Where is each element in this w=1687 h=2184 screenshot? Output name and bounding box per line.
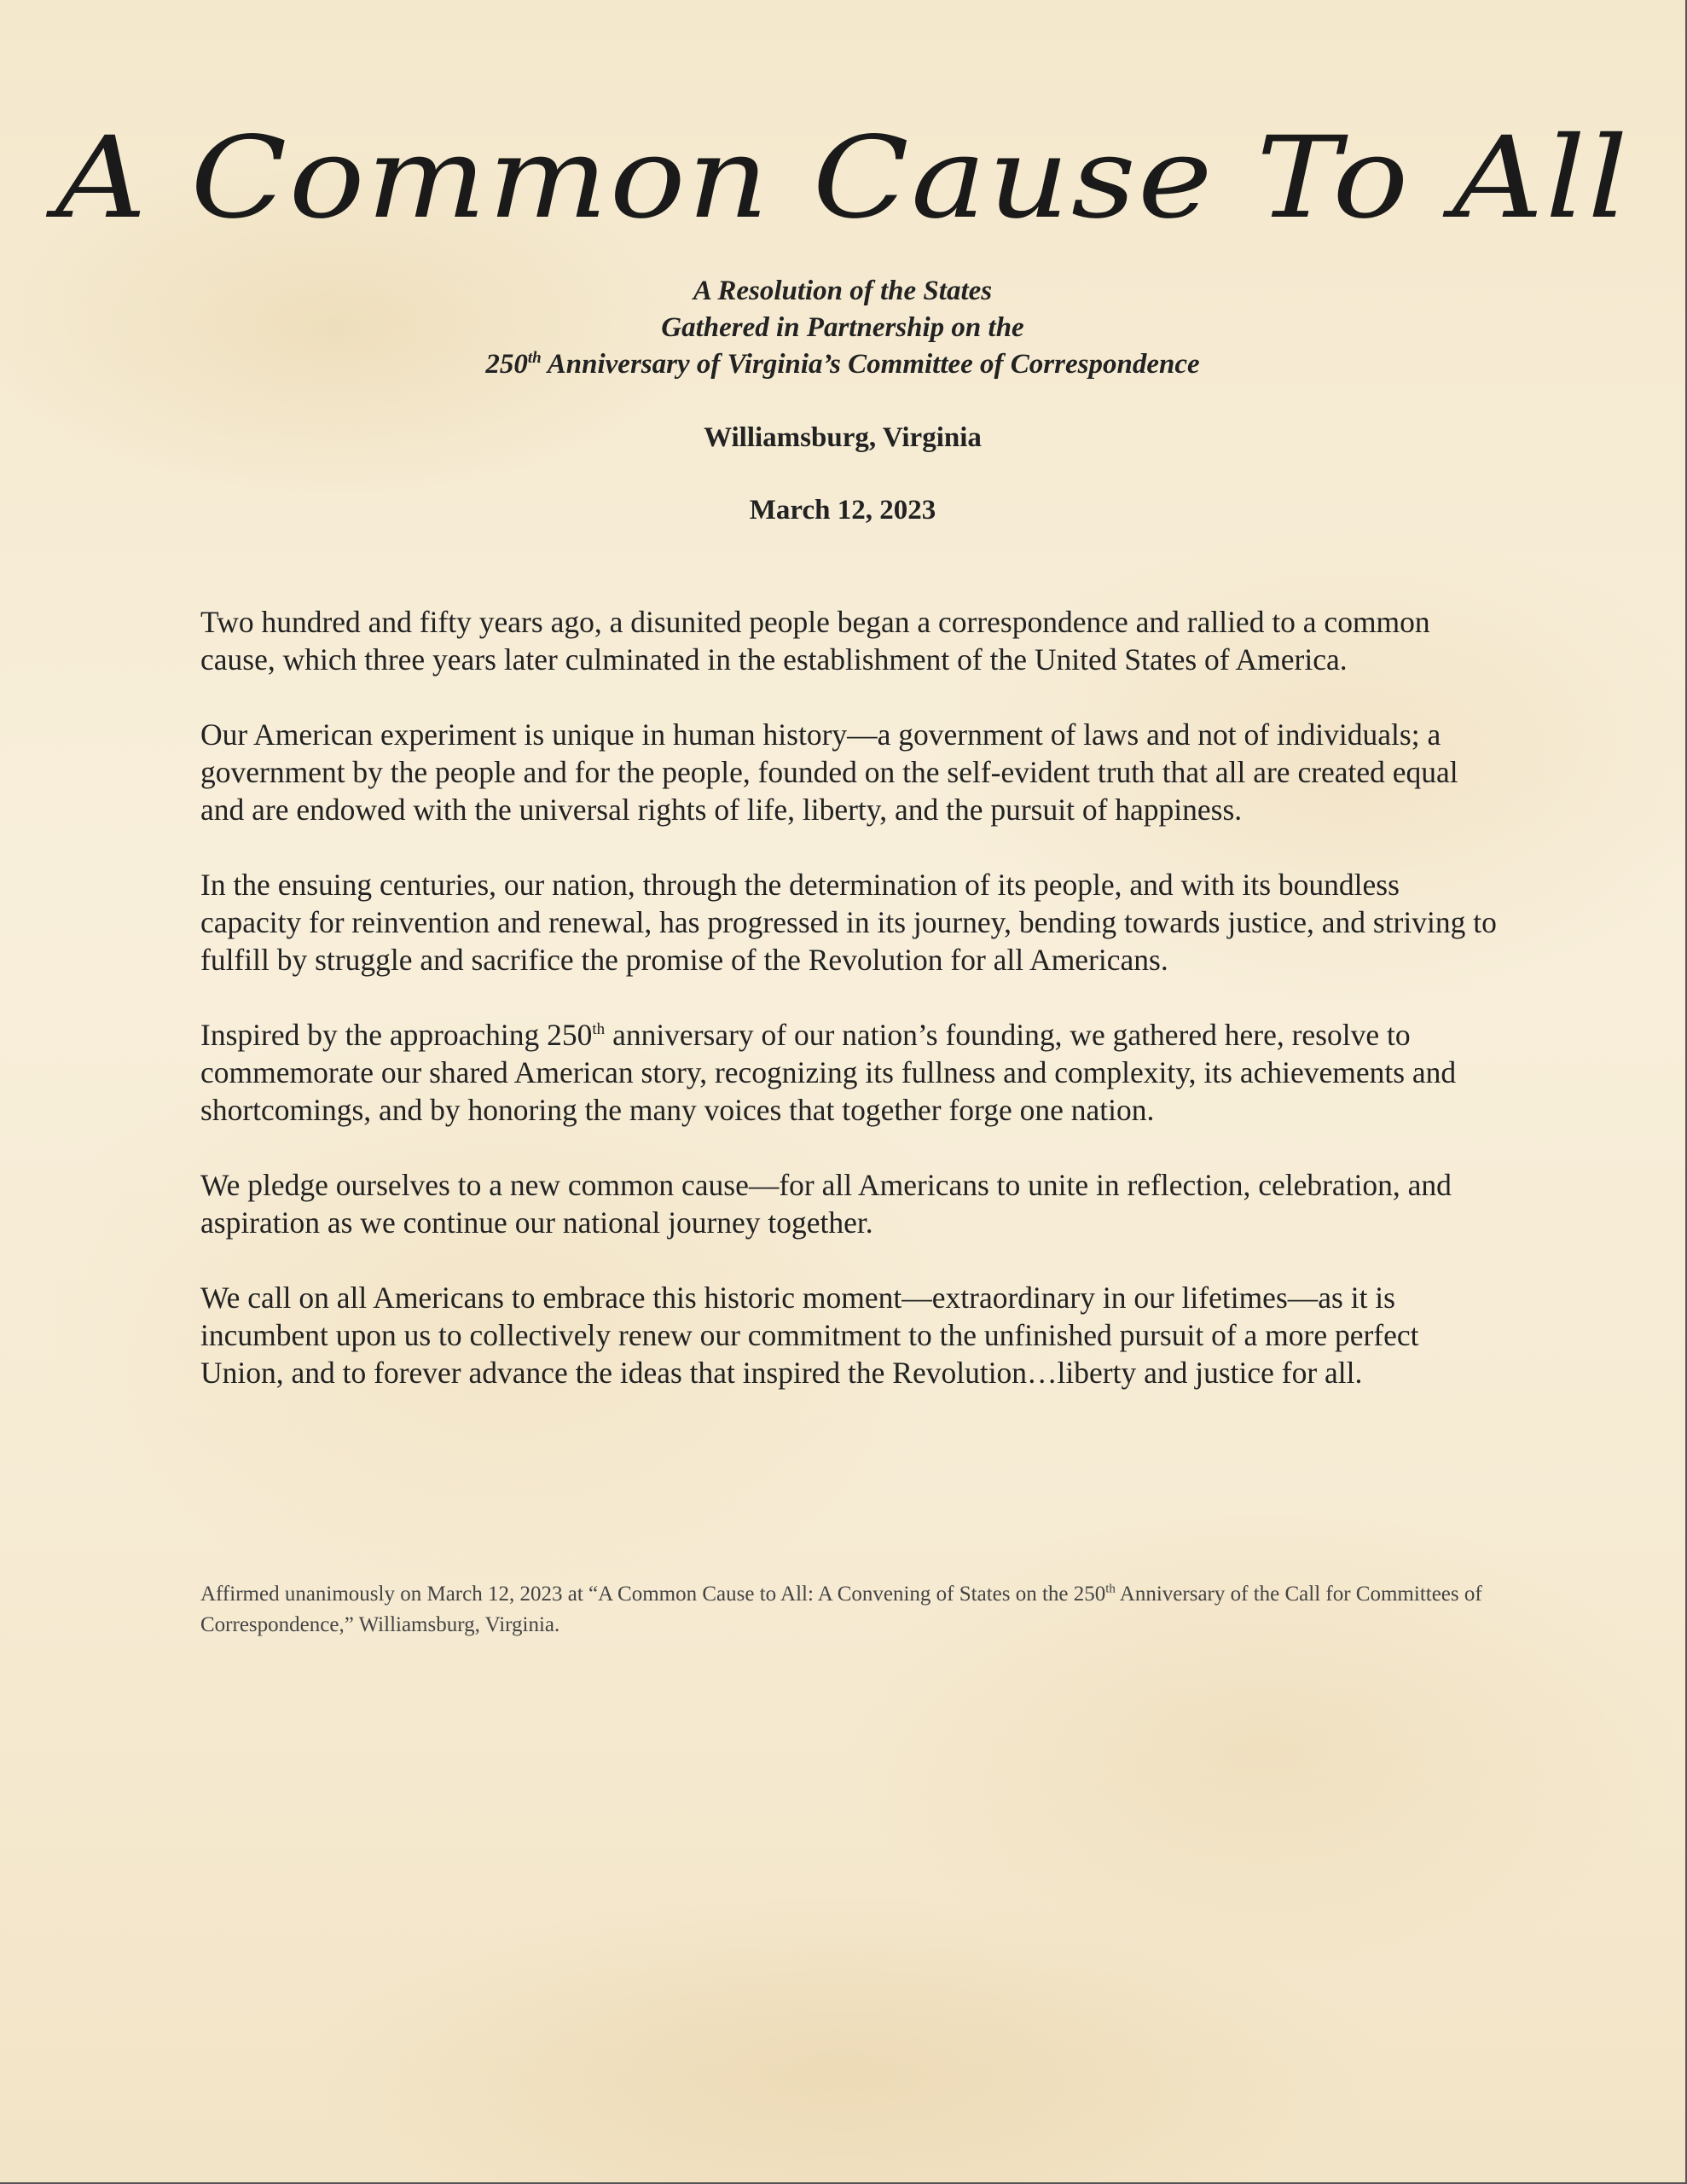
subtitle-line-1: A Resolution of the States — [693, 276, 993, 306]
subtitle-number: 250 — [485, 349, 528, 380]
footnote-ordinal: th — [1105, 1582, 1116, 1596]
paragraph-6: We call on all Americans to embrace this historic moment—extraordinary in our lifetimes—as it is incumbent upon us to collectively renew our commitment to the unfinished pursuit of a more perfect Union, and to forever advance the ideas that inspired the Revolution…liberty and justice for all. — [200, 1281, 1419, 1390]
footnote-start: Affirmed unanimously on March 12, 2023 at “A Common Cause to All: A Convening of States on the 250 — [200, 1583, 1106, 1606]
resolution-body — [200, 603, 1497, 1429]
paragraph-4-start: Inspired by the approaching 250 — [200, 1018, 593, 1052]
paragraph-4-ordinal: th — [592, 1020, 606, 1039]
document-title: A Common Cause To All — [55, 113, 1630, 244]
paragraph-4 — [200, 1016, 1497, 1129]
paragraph-3: In the ensuing centuries, our nation, through the determination of its people, and with its boundless capacity for reinvention and renewal, has progressed in its journey, bending towards justice, and striving to fulfill by struggle and sacrifice the promise of the Revolution for all Americans. — [200, 868, 1497, 977]
location: Williamsburg, Virginia — [704, 422, 982, 453]
paragraph-2: Our American experiment is unique in human history—a government of laws and not of individuals; a government by the people and for the people, founded on the self-evident truth that all are created equal and are endowed with the universal rights of life, liberty, and the pursuit of happiness. — [200, 717, 1458, 827]
footnote-end: Anniversary of the Call for Committees of Correspondence,” Williamsburg, Virginia. — [200, 1583, 1482, 1636]
subtitle-line-3 — [0, 346, 1685, 383]
resolution-date: March 12, 2023 — [749, 495, 936, 526]
subtitle-rest: Anniversary of Virginia’s Committee of Correspondence — [541, 349, 1200, 380]
paragraph-1: Two hundred and fifty years ago, a disunited people began a correspondence and rallied to a common cause, which three years later culminated in the establishment of the United States of America. — [200, 605, 1430, 677]
paragraph-5: We pledge ourselves to a new common cause—for all Americans to unite in reflection, celebration, and aspiration as we continue our national journey together. — [200, 1168, 1452, 1240]
resolution-subtitle — [0, 273, 1685, 383]
subtitle-line-2: Gathered in Partnership on the — [661, 312, 1024, 343]
paragraph-4-end: anniversary of our nation’s founding, we gathered here, resolve to commemorate our shared American story, recognizing its fullness and complexity, its achievements and shortcomings, and by honoring the many voices that together forge one nation. — [200, 1018, 1457, 1127]
affirmation-footnote — [200, 1579, 1497, 1641]
subtitle-ordinal: th — [527, 349, 542, 367]
